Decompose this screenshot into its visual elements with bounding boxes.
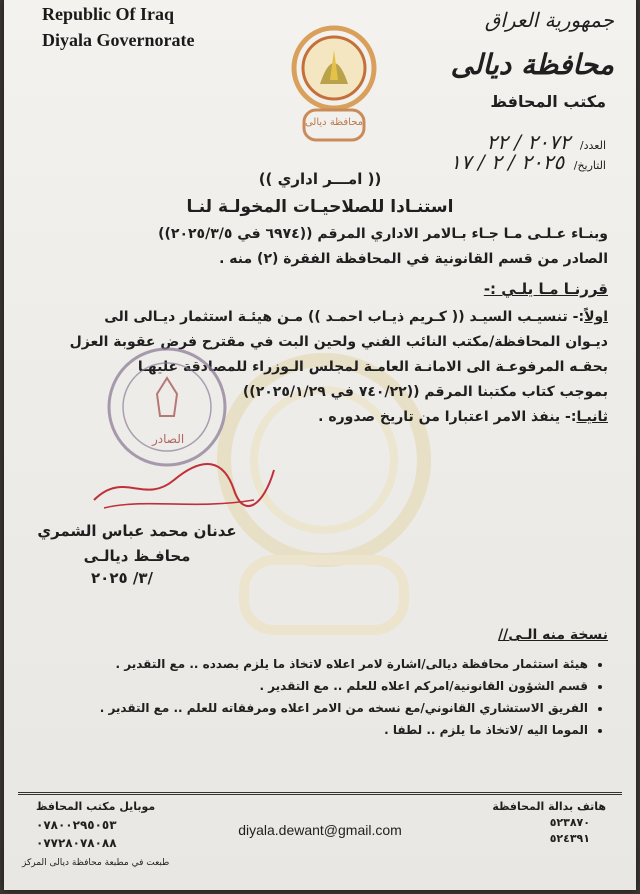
body-line-2: الصادر من قسم القانونية في المحافظة الفقرة (٢) منه .: [219, 251, 608, 267]
item1-line4: بموجب كتاب مكتبنا المرقم ((٧٤٠/٢٢ في ٢٠٢٥/١/٢٩)): [242, 384, 608, 400]
signatory-title: محافـظ ديالـى: [83, 547, 191, 565]
logo-caption: محافظة ديالى: [304, 117, 364, 128]
copies-item: • الموما اليه /لاتخاذ ما يلزم .. لطفا .: [100, 721, 588, 743]
footer-phone-label: هاتف بدالة المحافظة: [492, 800, 606, 813]
decided-heading: قررنـا مـا يلـي :-: [483, 280, 608, 298]
handwritten-signature: [84, 450, 284, 520]
reference-number-label: العدد/: [579, 139, 606, 152]
copies-item: • قسم الشؤون القانونية/امركم اعلاه للعلم .. مع التقدير .: [100, 677, 588, 699]
copies-item: • هيئة استثمار محافظة ديالى/اشارة لامر اعلاه لاتخاذ ما يلزم بصدده .. مع التقدير .: [100, 655, 588, 677]
footer-mobile-2: ٠٧٧٢٨٠٧٨٠٨٨: [36, 836, 117, 850]
item1-label: اولاً: [584, 309, 608, 325]
footer-email: diyala.dewant@gmail.com: [238, 822, 402, 838]
body-line-1: وبنـاء عـلـى مـا جـاء بـالامر الاداري المرقم ((٦٩٧٤ في ٢٠٢٥/٣/٥)): [158, 226, 608, 242]
copies-heading: نسخة منه الـى//: [498, 627, 608, 643]
item1-line1: [104, 309, 608, 325]
stamp-label: الصادر: [152, 432, 185, 446]
item1-line3: بحقـه المرفوعـة الى الامانـة العامـة لمجلس الـوزراء للمصادقة عليهـا: [137, 359, 608, 375]
document-page: [4, 0, 636, 890]
footer-divider: [18, 792, 622, 795]
reference-number-value: ٢٠٧٢ / ٢٢: [486, 130, 571, 154]
copies-list: [100, 655, 604, 743]
header-ar-line3: مكتب المحافظ: [490, 92, 606, 111]
footer-phone-1: ٥٢٣٨٧٠: [549, 816, 590, 829]
order-title: (( امـــر اداري )): [258, 170, 382, 188]
header-en-line1: Republic Of Iraq: [42, 4, 175, 24]
signatory-name: عدنان محمد عباس الشمري: [37, 522, 237, 540]
header-ar-line1: جمهورية العراق: [484, 8, 614, 32]
order-subtitle: استنـادا للصلاحيـات المخولـة لنـا: [186, 197, 454, 217]
footer-phone-2: ٥٢٤٣٩١: [549, 832, 590, 845]
footer-mobile-label: موبايل مكتب المحافظ: [36, 800, 156, 813]
footer-printer-note: طبعت في مطبعة محافظة ديالى المركز: [22, 858, 170, 868]
header-ar-line2: محافظة ديالى: [450, 48, 614, 81]
item1-line2: ديـوان المحافظة/مكتب النائب الفني ولحين البت في مقترح فرض عقوبة العزل: [69, 334, 608, 350]
item2-label: ثانيـا: [576, 409, 608, 425]
item2-line: [318, 409, 608, 425]
signature-date: /٣/ ٢٠٢٥: [91, 569, 153, 587]
reference-date-value: ٢٠٢٥ / ٢ / ١٧: [450, 150, 565, 174]
copies-item: • الفريق الاستشاري القانوني/مع نسخه من الامر اعلاه ومرفقاته للعلم .. مع التقدير .: [100, 699, 588, 721]
item2-text: :- ينفذ الامر اعتبارا من تاريخ صدوره .: [318, 409, 577, 425]
item1-line1-text: :- تنسيـب السيـد (( كـريم ذيـاب احمـد )) مـن هيئـة استثمار ديـالى الى: [104, 309, 585, 325]
reference-date-label: التاريخ/: [573, 159, 606, 172]
header-en-line2: Diyala Governorate: [42, 30, 195, 50]
footer-mobile-1: ٠٧٨٠٠٢٩٥٠٥٣: [36, 818, 117, 832]
